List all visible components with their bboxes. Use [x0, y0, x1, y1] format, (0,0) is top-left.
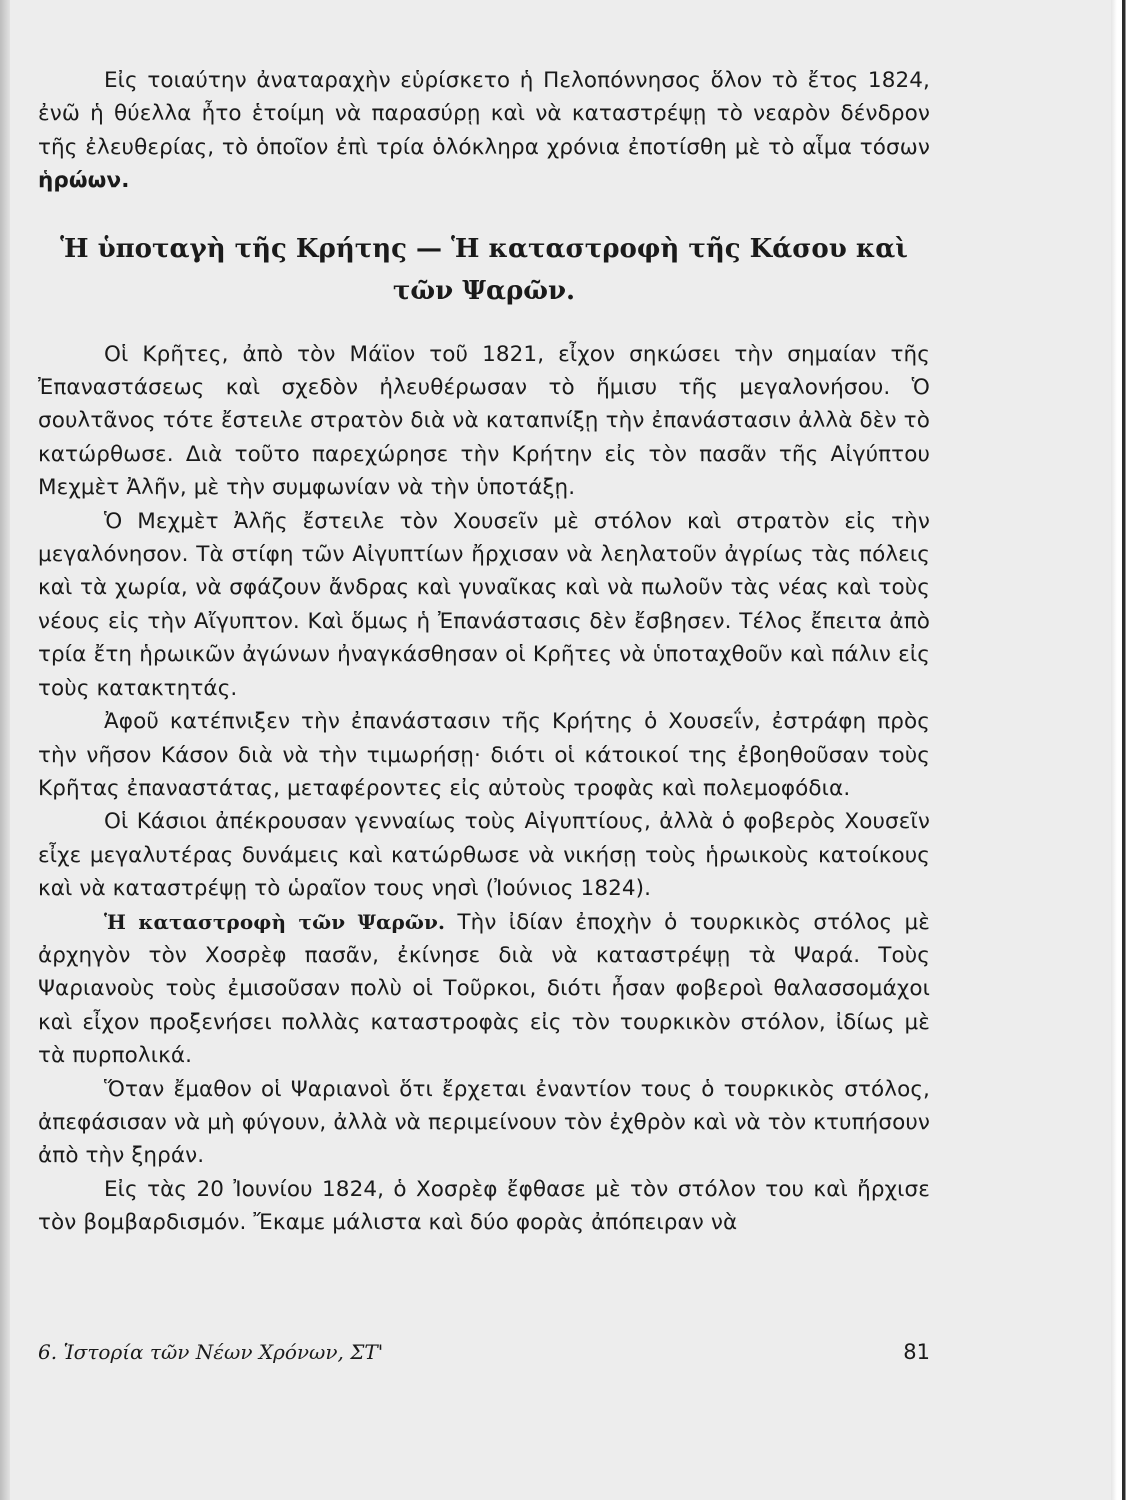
- page-right-edge: [1111, 0, 1131, 1500]
- footer-book-title: 6. Ἱστορία τῶν Νέων Χρόνων, ΣΤ': [38, 1340, 384, 1364]
- section-heading: Ἡ ὑποταγὴ τῆς Κρήτης — Ἡ καταστροφὴ τῆς Κάσου καὶ τῶν Ψαρῶν.: [60, 233, 908, 306]
- page-left-shadow: [0, 0, 10, 1500]
- inline-heading-psara: Ἡ καταστροφὴ τῶν Ψαρῶν.: [104, 909, 446, 934]
- paragraph-psariots-decision: Ὅταν ἔμαθον οἱ Ψαριανοὶ ὅτι ἔρχεται ἐναντίον τους ὁ τουρκικὸς στόλος, ἀπεφάσισαν νὰ μὴ φύγουν, ἀλλὰ νὰ περιμείνουν τὸν ἐχθρὸν καὶ νὰ τὸν κτυπήσουν ἀπὸ τὴν ξηράν.: [38, 1076, 930, 1169]
- paragraph-kasos-attack: Ἀφοῦ κατέπνιξεν τὴν ἐπανάστασιν τῆς Κρήτης ὁ Χουσεΐν, ἐστράφη πρὸς τὴν νῆσον Κάσον διὰ νὰ τὴν τιμωρήσῃ· διότι οἱ κάτοικοί της ἐβοηθοῦσαν τοὺς Κρῆτας ἐπαναστάτας, μεταφέροντες εἰς αὐτοὺς τροφὰς καὶ πολεμοφόδια.: [38, 709, 930, 801]
- paragraph-intro-end: ἡρώων.: [38, 168, 130, 194]
- paragraph-intro: [38, 64, 930, 198]
- paragraph-intro-text: Εἰς τοιαύτην ἀναταραχὴν εὑρίσκετο ἡ Πελοπόννησος ὅλον τὸ ἔτος 1824, ἐνῶ ἡ θύελλα ἦτο ἑτοίμη νὰ παρασύρῃ καὶ νὰ καταστρέψῃ τὸ νεαρὸν δένδρον τῆς ἐλευθερίας, τὸ ὁποῖον ἐπὶ τρία ὁλόκληρα χρόνια ἐποτίσθη μὲ τὸ αἷμα τόσων: [38, 68, 930, 160]
- paragraph-psara-text: Τὴν ἰδίαν ἐποχὴν ὁ τουρκικὸς στόλος μὲ ἀρχηγὸν τὸν Χοσρὲφ πασᾶν, ἐκίνησε διὰ νὰ καταστρέψῃ τὰ Ψαρά. Τοὺς Ψαριανοὺς τοὺς ἐμισοῦσαν πολὺ οἱ Τοῦρκοι, διότι ἦσαν φοβεροὶ θαλασσομάχοι καὶ εἶχον προξενήσει πολλὰς καταστροφὰς εἰς τὸν τουρκικὸν στόλον, ἰδίως μὲ τὰ πυρπολικά.: [38, 909, 931, 1069]
- paragraph-kasos-destruction: Οἱ Κάσιοι ἀπέκρουσαν γενναίως τοὺς Αἰγυπτίους, ἀλλὰ ὁ φοβερὸς Χουσεῖν εἶχε μεγαλυτέρας δυνάμεις καὶ κατώρθωσε νὰ νικήσῃ τοὺς ἡρωικοὺς κατοίκους καὶ νὰ καταστρέψῃ τὸ ὡραῖον τους νησὶ (Ἰούνιος 1824).: [38, 809, 930, 902]
- paragraph-crete-revolt: Οἱ Κρῆτες, ἀπὸ τὸν Μάϊον τοῦ 1821, εἶχον σηκώσει τὴν σημαίαν τῆς Ἐπαναστάσεως καὶ σχεδὸν ἠλευθέρωσαν τὸ ἥμισυ τῆς μεγαλονήσου. Ὁ σουλτᾶνος τότε ἔστειλε στρατὸν διὰ νὰ καταπνίξῃ τὴν ἐπανάστασιν ἀλλὰ δὲν τὸ κατώρθωσε. Διὰ τοῦτο παρεχώρησε τὴν Κρήτην εἰς τὸν πασᾶν τῆς Αἰγύπτου Μεχμὲτ Ἀλῆν, μὲ τὴν συμφωνίαν νὰ τὴν ὑποτάξῃ.: [38, 341, 930, 501]
- page-body: [38, 64, 930, 1240]
- page-footer: [38, 1340, 930, 1364]
- page-number: 81: [903, 1340, 930, 1364]
- paragraph-bombardment: Εἰς τὰς 20 Ἰουνίου 1824, ὁ Χοσρὲφ ἔφθασε μὲ τὸν στόλον του καὶ ἤρχισε τὸν βομβαρδισμόν. Ἔκαμε μάλιστα καὶ δύο φορὰς ἀπόπειραν νὰ: [38, 1176, 930, 1236]
- paragraph-psara-destruction: [38, 906, 930, 1073]
- paragraph-mehmet-ali: Ὁ Μεχμὲτ Ἀλῆς ἔστειλε τὸν Χουσεῖν μὲ στόλον καὶ στρατὸν εἰς τὴν μεγαλόνησον. Τὰ στίφη τῶν Αἰγυπτίων ἤρχισαν νὰ λεηλατοῦν ἀγρίως τὰς πόλεις καὶ τὰ χωρία, νὰ σφάζουν ἄνδρας καὶ γυναῖκας καὶ νὰ πωλοῦν τὰς νέας καὶ τοὺς νέους εἰς τὴν Αἴγυπτον. Καὶ ὅμως ἡ Ἐπανάστασις δὲν ἔσβησεν. Τέλος ἔπειτα ἀπὸ τρία ἔτη ἡρωικῶν ἀγώνων ἠναγκάσθησαν οἱ Κρῆτες νὰ ὑποταχθοῦν καὶ πάλιν εἰς τοὺς κατακτητάς.: [38, 508, 930, 701]
